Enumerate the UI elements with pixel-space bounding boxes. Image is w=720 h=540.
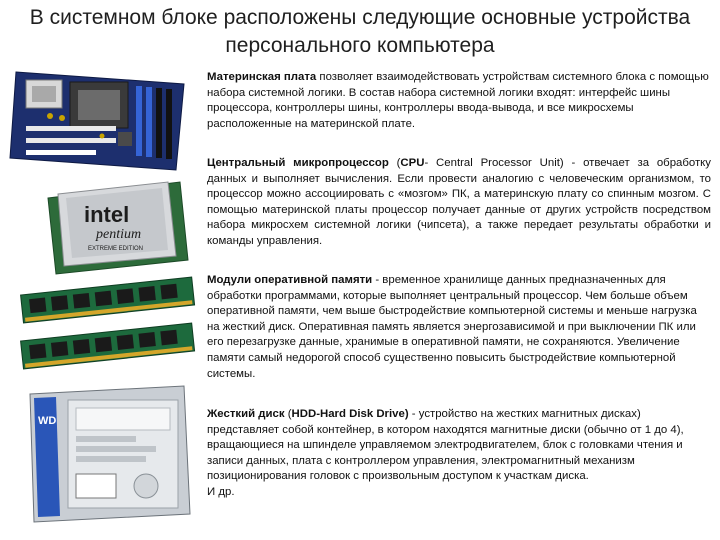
section-term: Центральный микропроцессор (207, 157, 389, 169)
section-term: Модули оперативной памяти (207, 274, 373, 286)
hard-disk-image (24, 384, 194, 524)
motherboard-image (6, 66, 194, 174)
section-term: Материнская плата (207, 71, 317, 83)
section-tail: И др. (207, 485, 235, 498)
cpu-model-label: pentium (96, 227, 142, 242)
section-term-extra: ( (284, 408, 292, 420)
section-cpu (207, 156, 711, 250)
title-line-1: В системном блоке расположены следующие основные устройства (29, 6, 691, 29)
section-term-abbr: CPU (400, 157, 425, 169)
section-term-abbr: HDD-Hard Disk Drive) (291, 408, 409, 420)
section-text: - Central Processor Unit) - отвечает за обработку данных и выполняет вычисления. Если провести аналогию с человеческим организмом, то процессор можно ассоциировать с «мозгом» ПК, а материнскую плату со спинным мозгом. С помощью материнской платы процессор получает данные от других устройств посредством набора микросхем системной логики (чипсета), а также передает результаты обработки и команды управления. (207, 157, 711, 247)
cpu-image (30, 176, 190, 276)
section-text: - временное хранилище данных предназначенных для обработки программами, которые выполняет центральный процессор. Чем больше объем оперативной памяти, чем выше быстродействие компьютерной системы и меньше нагрузка на жесткий диск. Оперативная память является энергозависимой и при выключении ПК или его перезагрузке данные, хранимые в оперативной памяти, не сохраняются. Увеличение памяти самый недорогой способ существенно повысить быстродействие компьютерной системы. (207, 274, 697, 380)
section-text: - устройство на жестких магнитных дисках) представляет собой контейнер, в котором находятся магнитные диски (обычно от 1 до 4), вращающиеся на шпинделе управляемом электродвигателем, блок с головками чтения и записи данных, плата с контроллером управления, электромагнитный механизм позиционирования головок с произвольным доступом к участкам диска. (207, 408, 684, 483)
cpu-brand-label: intel (84, 202, 130, 227)
section-motherboard (207, 70, 711, 132)
hdd-brand-label: WD (38, 415, 57, 427)
ram-modules-image (20, 276, 196, 378)
section-hdd (207, 407, 711, 501)
section-text: позволяет взаимодействовать устройствам системного блока с помощью набора системной логики. В состав набора системной логики входят: интерфейс шины процессора, контроллеры шины, контроллеры ввода-вывода, и все микросхемы расположенные на материнской плате. (207, 71, 709, 130)
section-term: Жесткий диск (207, 408, 285, 420)
section-term-extra: ( (388, 157, 401, 169)
section-ram (207, 273, 711, 382)
title-line-2: персонального компьютера (225, 34, 495, 57)
cpu-edition-label: EXTREME EDITION (88, 246, 144, 252)
page-title (0, 4, 720, 60)
